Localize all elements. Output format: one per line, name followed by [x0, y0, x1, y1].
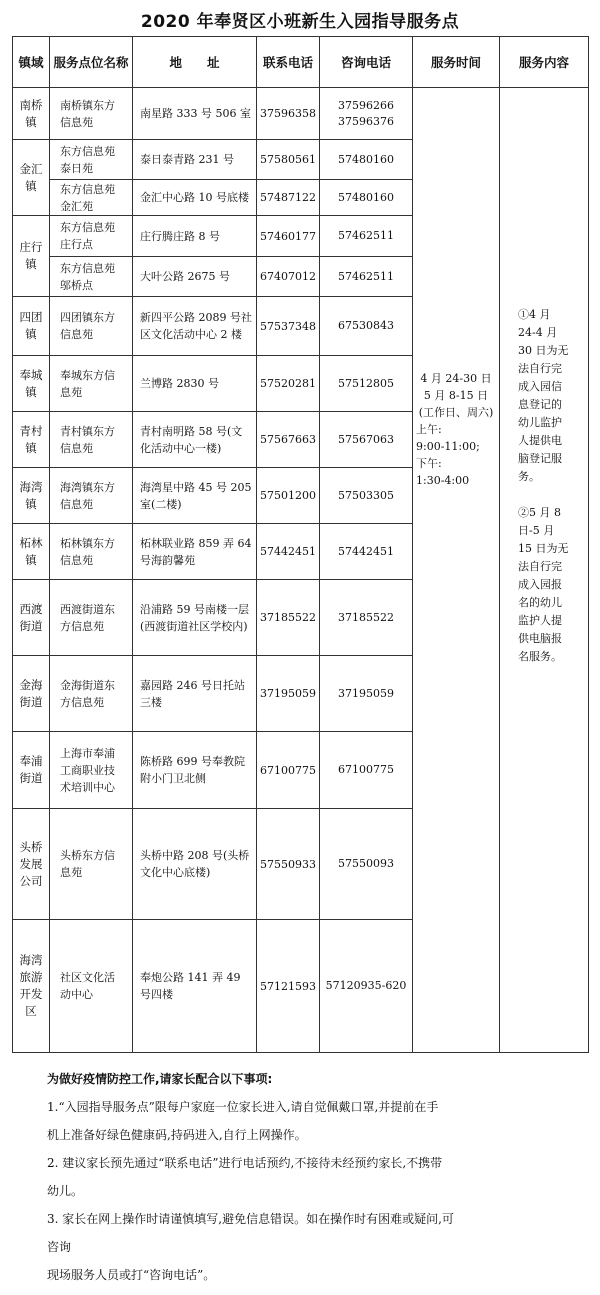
service-content-cell	[500, 88, 589, 1053]
phone-cell: 57567663	[257, 412, 320, 468]
town-cell: 金海街道	[13, 656, 50, 732]
phone-cell: 37195059	[257, 656, 320, 732]
consult-cell: 37596266 37596376	[320, 88, 413, 140]
time-am-label: 上午:	[416, 423, 442, 436]
phone-cell: 67407012	[257, 257, 320, 297]
town-cell: 四团镇	[13, 297, 50, 356]
header-address: 地 址	[133, 37, 257, 88]
consult-cell: 57480160	[320, 140, 413, 180]
header-content: 服务内容	[500, 37, 589, 88]
phone-cell: 57460177	[257, 216, 320, 257]
table-header-row	[13, 37, 589, 88]
notes-line: 现场服务人员或打“咨询电话”。	[47, 1268, 216, 1282]
address-cell: 大叶公路 2675 号	[133, 257, 257, 297]
address-cell: 柘林联业路 859 弄 64 号海韵馨苑	[133, 524, 257, 580]
time-dates-2: 5 月 8-15 日	[423, 389, 489, 402]
notes-line: 咨询	[47, 1240, 72, 1254]
page-title: 2020 年奉贤区小班新生入园指导服务点	[140, 12, 460, 32]
point-cell: 西渡街道东方信息苑	[50, 580, 133, 656]
phone-cell: 57487122	[257, 180, 320, 216]
consult-cell: 57120935-620	[320, 920, 413, 1053]
address-cell: 泰日泰青路 231 号	[133, 140, 257, 180]
point-cell: 海湾镇东方信息苑	[50, 468, 133, 524]
town-cell: 青村镇	[13, 412, 50, 468]
address-cell: 南星路 333 号 506 室	[133, 88, 257, 140]
address-cell: 头桥中路 208 号(头桥文化中心底楼)	[133, 809, 257, 920]
phone-cell: 37185522	[257, 580, 320, 656]
content-item-1: ①4 月 24-4 月 30 日为无法自行完成入园信息登记的幼儿监护人提供电脑登记服务。	[518, 308, 569, 483]
consult-cell: 57480160	[320, 180, 413, 216]
town-cell: 奉城镇	[13, 356, 50, 412]
point-cell: 奉城东方信息苑	[50, 356, 133, 412]
phone-cell: 57580561	[257, 140, 320, 180]
point-cell: 上海市奉浦工商职业技术培训中心	[50, 732, 133, 809]
notes-line: 2. 建议家长预先通过“联系电话”进行电话预约,不接待未经预约家长,不携带	[47, 1156, 443, 1170]
phone-cell: 57501200	[257, 468, 320, 524]
address-cell: 奉炮公路 141 弄 49 号四楼	[133, 920, 257, 1053]
time-dates-1: 4 月 24-30 日	[420, 372, 492, 385]
town-cell: 金汇镇	[13, 140, 50, 216]
town-cell: 头桥发展公司	[13, 809, 50, 920]
address-cell: 庄行腾庄路 8 号	[133, 216, 257, 257]
consult-cell: 67100775	[320, 732, 413, 809]
header-town: 镇域	[13, 37, 50, 88]
notes-heading: 为做好疫情防控工作,请家长配合以下事项:	[47, 1072, 273, 1086]
time-am: 9:00-11:00;	[416, 440, 480, 453]
content-item-2: ②5 月 8 日-5 月 15 日为无法自行完成入园报名的幼儿监护人提供电脑报名服务。	[518, 506, 569, 663]
phone-cell: 57121593	[257, 920, 320, 1053]
town-cell: 柘林镇	[13, 524, 50, 580]
town-cell: 奉浦街道	[13, 732, 50, 809]
point-cell: 青村镇东方信息苑	[50, 412, 133, 468]
point-cell: 头桥东方信息苑	[50, 809, 133, 920]
phone-cell: 67100775	[257, 732, 320, 809]
phone-cell: 57442451	[257, 524, 320, 580]
consult-cell: 57503305	[320, 468, 413, 524]
point-cell: 南桥镇东方信息苑	[50, 88, 133, 140]
consult-cell: 57442451	[320, 524, 413, 580]
phone-cell: 57520281	[257, 356, 320, 412]
header-phone: 联系电话	[257, 37, 320, 88]
address-cell: 金汇中心路 10 号底楼	[133, 180, 257, 216]
consult-cell: 37185522	[320, 580, 413, 656]
point-cell: 东方信息苑邬桥点	[50, 257, 133, 297]
consult-cell: 37195059	[320, 656, 413, 732]
address-cell: 沿浦路 59 号南楼一层(西渡街道社区学校内)	[133, 580, 257, 656]
address-cell: 新四平公路 2089 号社区文化活动中心 2 楼	[133, 297, 257, 356]
header-consult: 咨询电话	[320, 37, 413, 88]
notes-line: 机上准备好绿色健康码,持码进入,自行上网操作。	[47, 1128, 307, 1142]
consult-cell: 57462511	[320, 216, 413, 257]
town-cell: 南桥镇	[13, 88, 50, 140]
consult-cell: 57550093	[320, 809, 413, 920]
consult-cell: 57462511	[320, 257, 413, 297]
notes-line: 1.“入园指导服务点”限每户家庭一位家长进入,请自觉佩戴口罩,并提前在手	[47, 1100, 439, 1114]
consult-cell: 57567063	[320, 412, 413, 468]
table-row	[13, 88, 589, 140]
service-points-table	[12, 36, 589, 1053]
time-pm: 1:30-4:00	[416, 474, 470, 487]
point-cell: 金海街道东方信息苑	[50, 656, 133, 732]
town-cell: 庄行镇	[13, 216, 50, 297]
notes-line: 3. 家长在网上操作时请谨慎填写,避免信息错误。如在操作时有困难或疑问,可	[47, 1212, 454, 1226]
point-cell: 四团镇东方信息苑	[50, 297, 133, 356]
point-cell: 东方信息苑泰日苑	[50, 140, 133, 180]
address-cell: 嘉园路 246 号日托站三楼	[133, 656, 257, 732]
phone-cell: 57550933	[257, 809, 320, 920]
consult-cell: 67530843	[320, 297, 413, 356]
time-pm-label: 下午:	[416, 457, 442, 470]
time-days: (工作日、周六)	[418, 406, 494, 419]
consult-cell: 57512805	[320, 356, 413, 412]
point-cell: 柘林镇东方信息苑	[50, 524, 133, 580]
phone-cell: 57537348	[257, 297, 320, 356]
header-point: 服务点位名称	[50, 37, 133, 88]
phone-cell: 37596358	[257, 88, 320, 140]
notes-line: 幼儿。	[47, 1184, 84, 1198]
point-cell: 社区文化活动中心	[50, 920, 133, 1053]
notes-section	[47, 1065, 567, 1289]
town-cell: 西渡街道	[13, 580, 50, 656]
point-cell: 东方信息苑金汇苑	[50, 180, 133, 216]
town-cell: 海湾旅游开发区	[13, 920, 50, 1053]
town-cell: 海湾镇	[13, 468, 50, 524]
service-time-cell	[413, 88, 500, 1053]
point-cell: 东方信息苑庄行点	[50, 216, 133, 257]
address-cell: 兰博路 2830 号	[133, 356, 257, 412]
header-time: 服务时间	[413, 37, 500, 88]
address-cell: 陈桥路 699 号奉教院附小门卫北侧	[133, 732, 257, 809]
address-cell: 海湾星中路 45 号 205 室(二楼)	[133, 468, 257, 524]
address-cell: 青村南明路 58 号(文化活动中心一楼)	[133, 412, 257, 468]
